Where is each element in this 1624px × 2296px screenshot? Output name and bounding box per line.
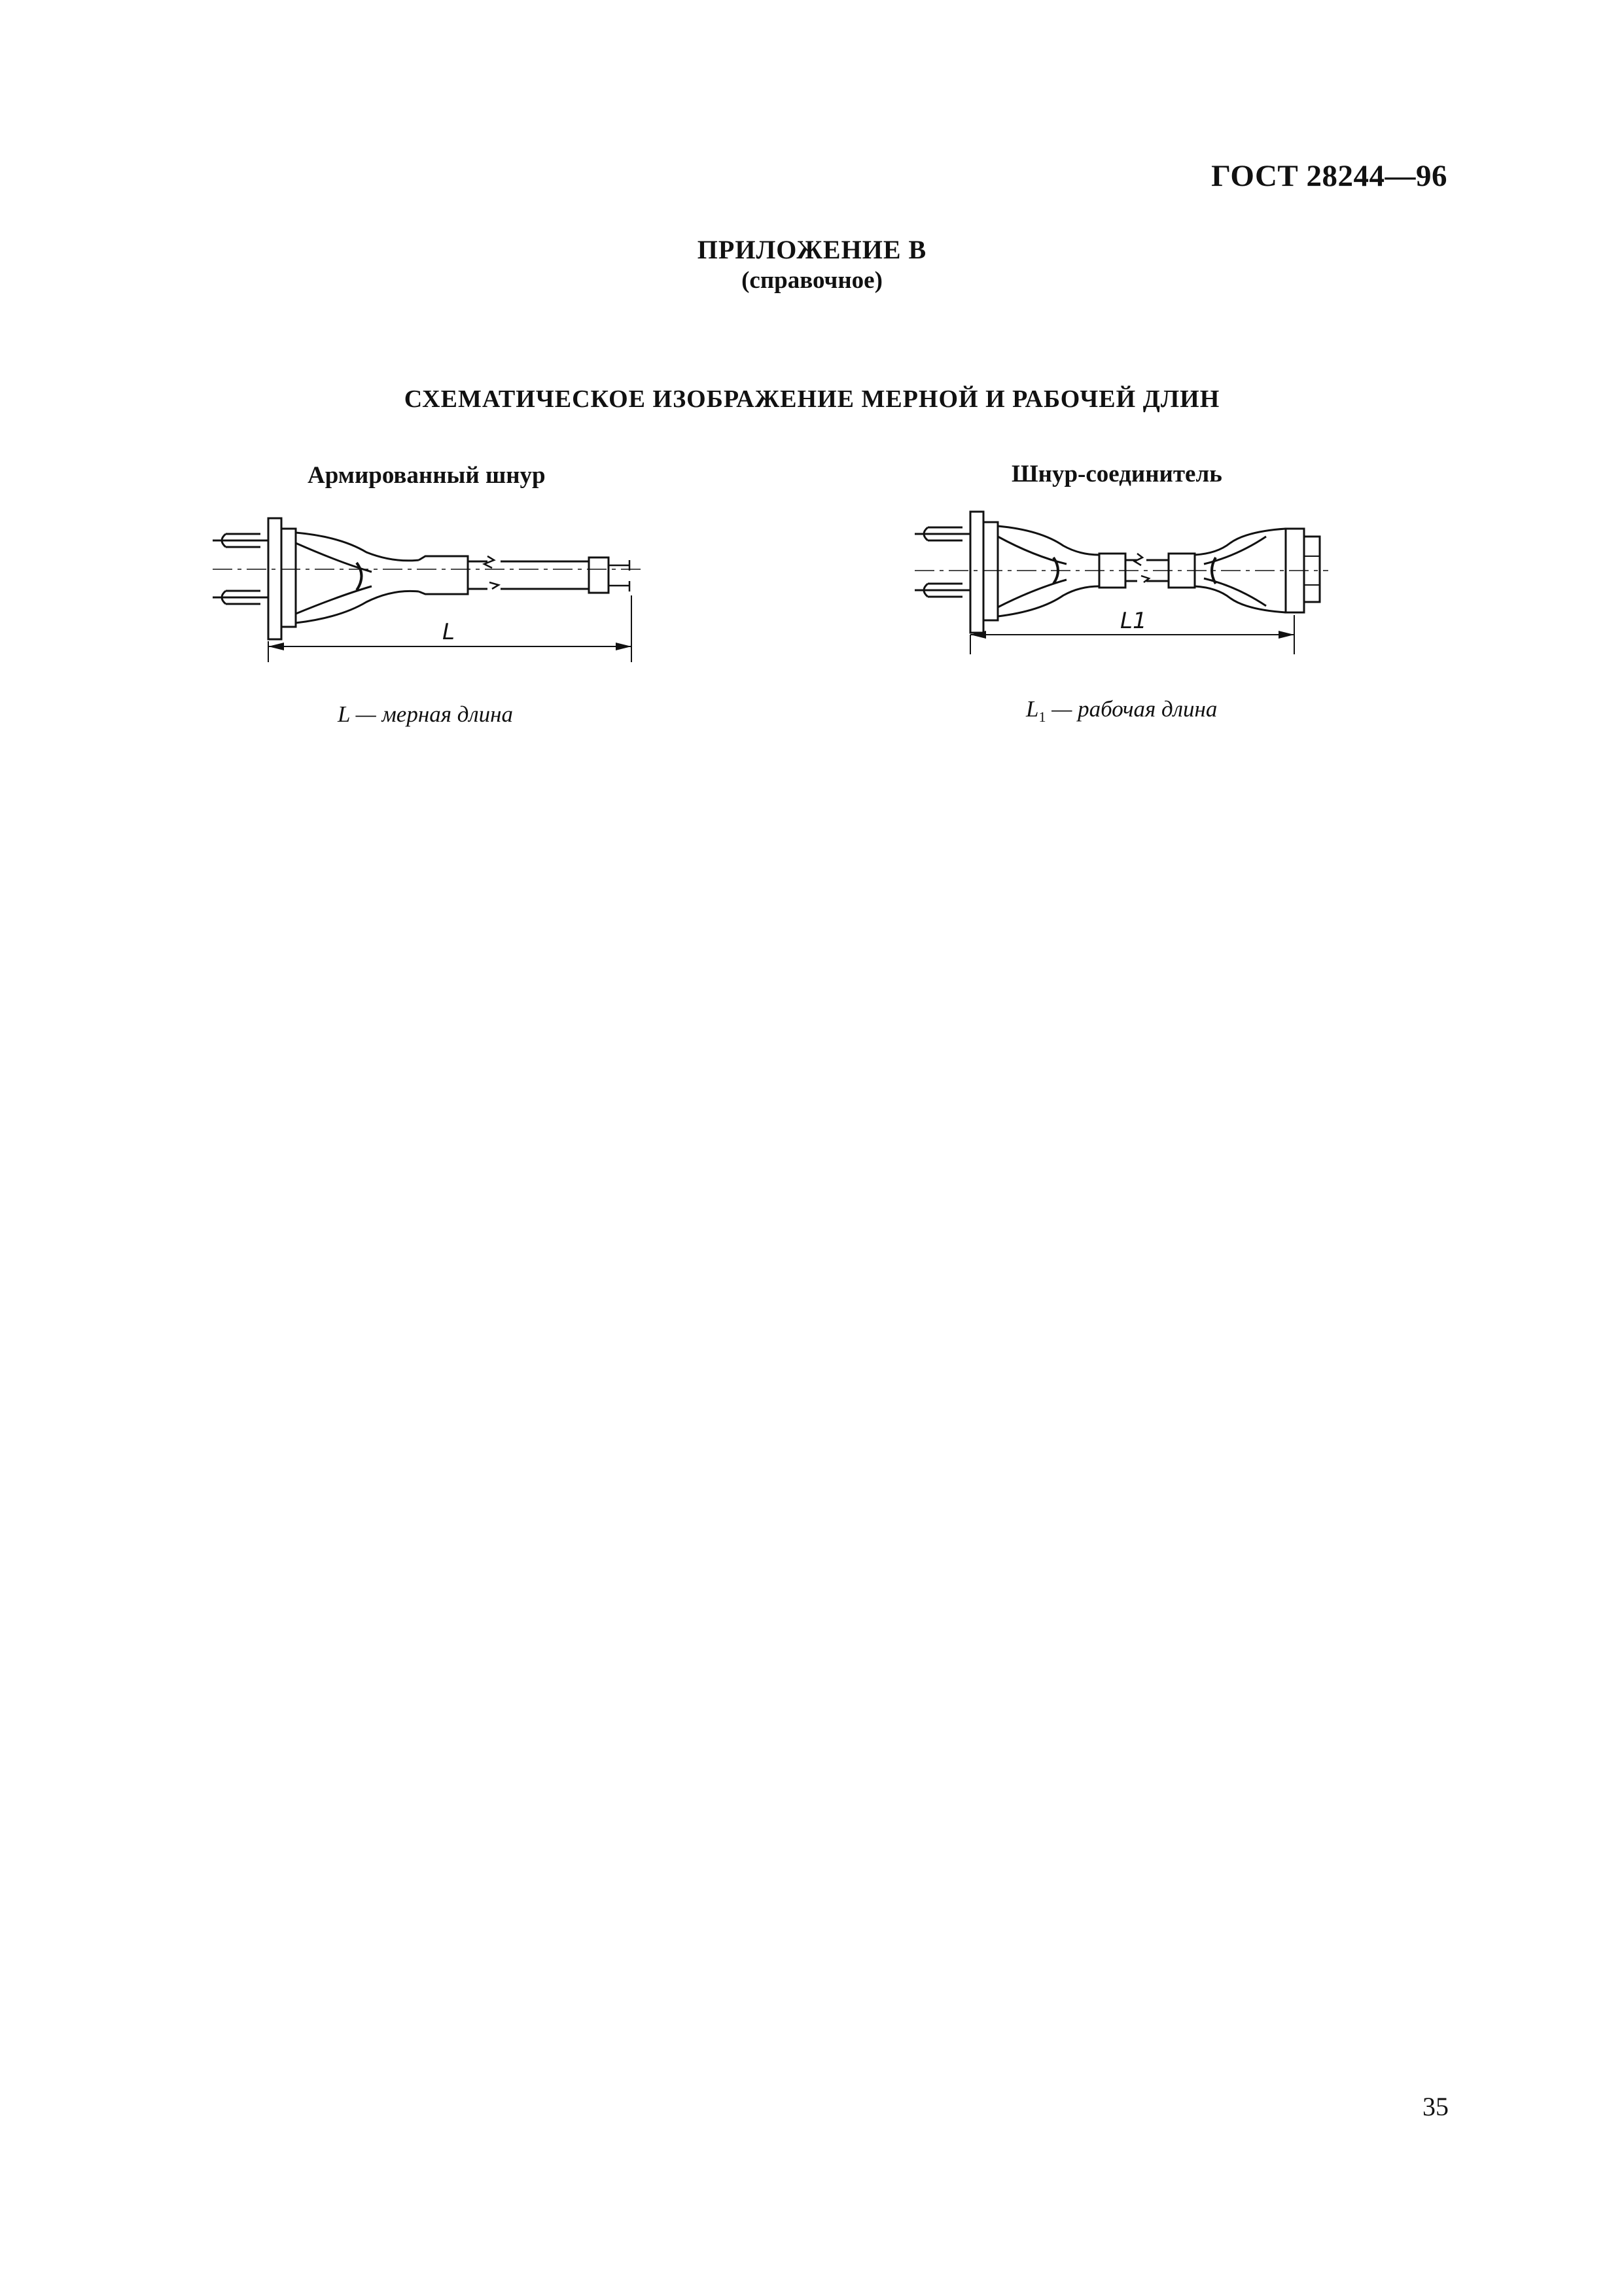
plug-flange: [970, 512, 983, 633]
connector-face: [1304, 537, 1320, 602]
cord-end-sleeve: [589, 557, 609, 593]
figure-title-connector-cord: Шнур-соединитель: [1012, 461, 1222, 487]
figure-title-armored-cord: Армированный шнур: [308, 462, 546, 489]
plug-flange: [268, 518, 281, 639]
dimension-label-l: L: [442, 619, 455, 645]
caption-text: — рабочая длина: [1046, 696, 1218, 722]
caption-symbol: L: [1026, 696, 1039, 722]
plug-pin-bottom: [915, 584, 970, 597]
plug-pin-top: [915, 527, 970, 540]
caption-measured-length: [338, 701, 513, 728]
plug-body-top: [998, 526, 1099, 555]
plug-flange-inner: [983, 522, 998, 620]
section-title: СХЕМАТИЧЕСКОЕ ИЗОБРАЖЕНИЕ МЕРНОЙ И РАБОЧЕЙ ДЛИН: [404, 385, 1220, 413]
page-number: 35: [1422, 2092, 1449, 2121]
plug-pin-bottom: [213, 591, 268, 604]
caption-symbol: L: [338, 701, 350, 727]
plug-pin-top: [213, 534, 268, 547]
connector-cord-drawing: [915, 512, 1328, 654]
caption-subscript: 1: [1038, 709, 1046, 725]
cord-sleeve: [419, 556, 468, 594]
cord-stripped-ends: [609, 560, 629, 592]
appendix-subtitle: (справочное): [741, 267, 883, 294]
armored-cord-drawing: [213, 518, 644, 662]
caption-working-length: [1026, 696, 1218, 725]
plug-body-top: [296, 533, 419, 561]
document-code: ГОСТ 28244—96: [1211, 159, 1447, 193]
plug-flange-inner: [281, 529, 296, 627]
plug-body-inner: [998, 537, 1067, 607]
appendix-title: ПРИЛОЖЕНИЕ В: [697, 235, 927, 264]
dimension-label-l1: L1: [1120, 608, 1147, 634]
caption-text: — мерная длина: [349, 701, 514, 727]
plug-body-bottom: [998, 586, 1099, 616]
connector-body-inner: [1204, 537, 1266, 606]
